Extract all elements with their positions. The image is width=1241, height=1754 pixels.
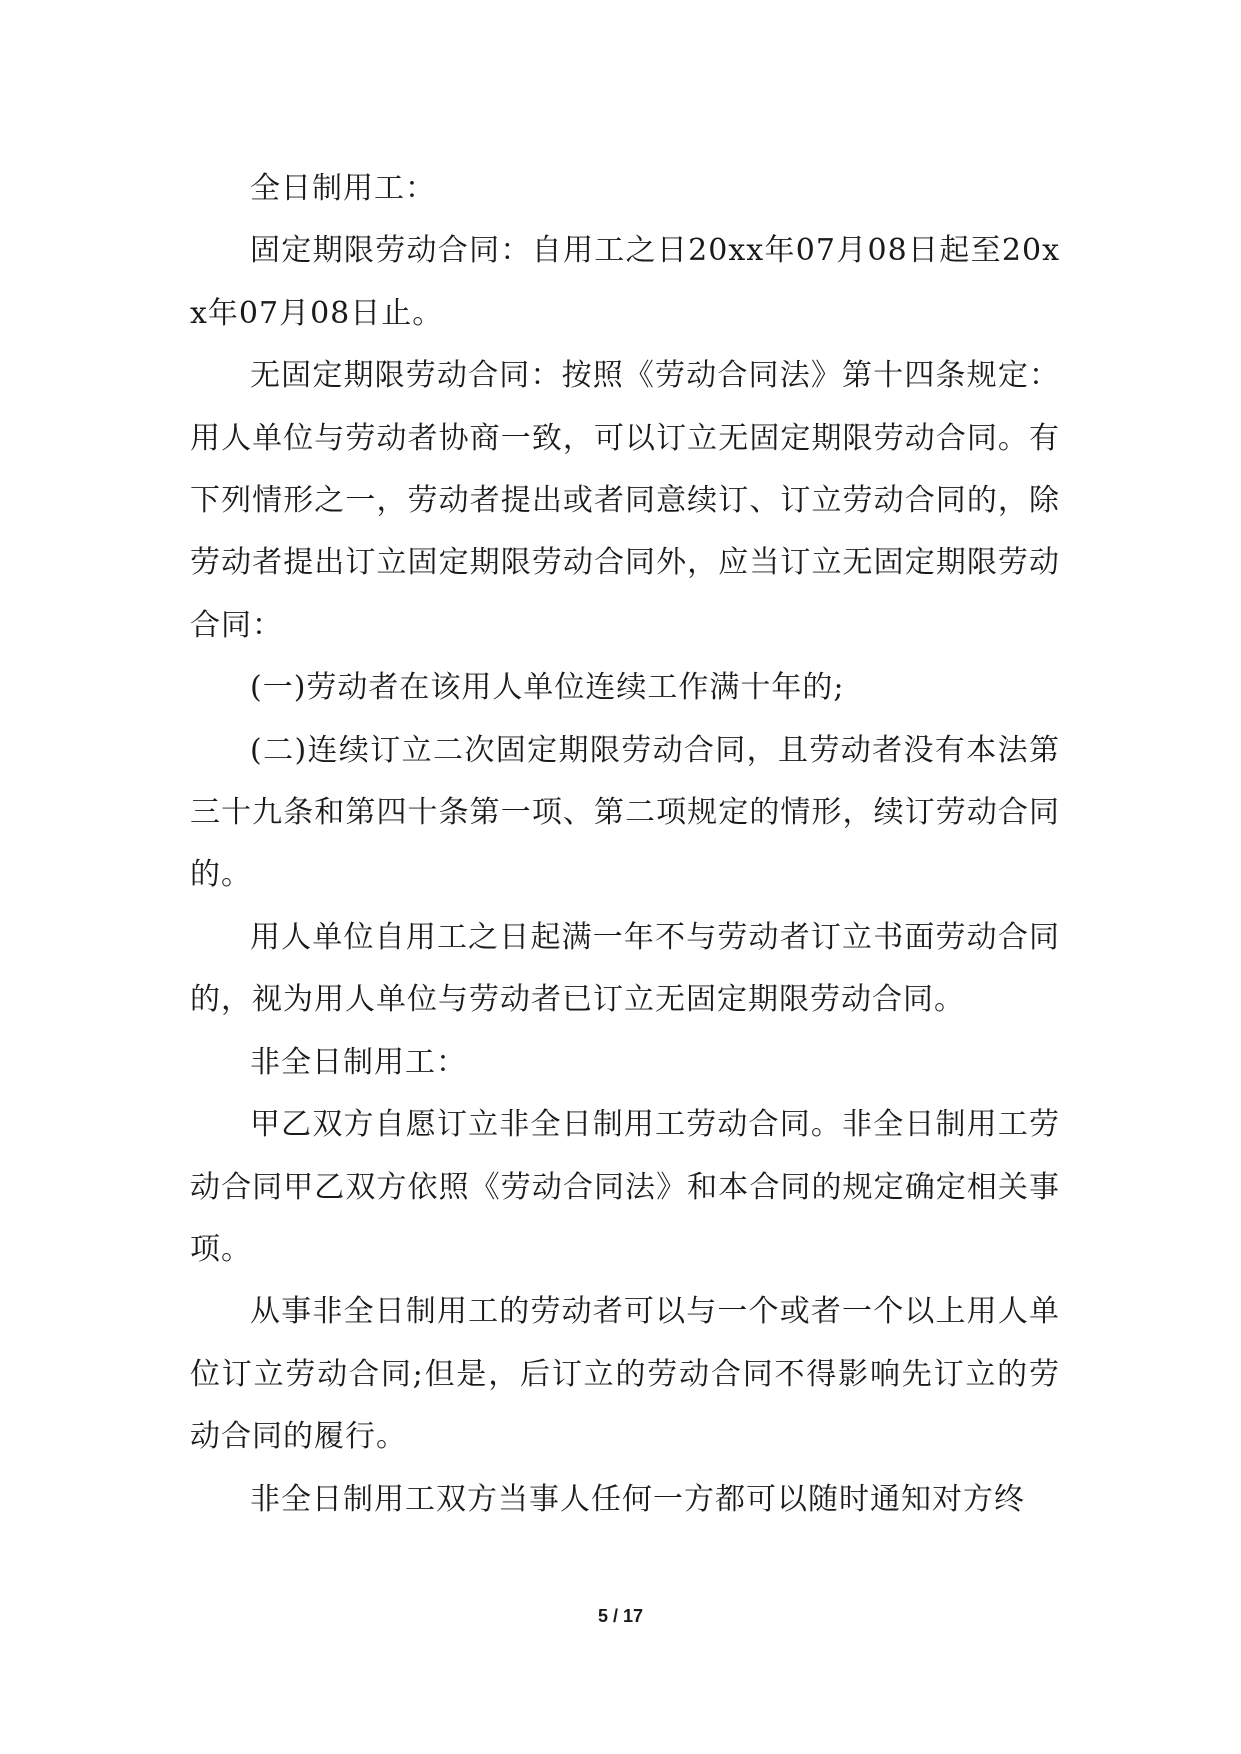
- paragraph-full-time-heading: 全日制用工：: [250, 171, 436, 206]
- paragraph-multiple-employers: 从事非全日制用工的劳动者可以与一个或者一个以上用人单位订立劳动合同;但是，后订立的劳动合同不得影响先订立的劳动合同的履行。: [190, 1294, 1060, 1455]
- paragraph-part-time-agreement: 甲乙双方自愿订立非全日制用工劳动合同。非全日制用工劳动合同甲乙双方依照《劳动合同法》和本合同的规定确定相关事项。: [190, 1107, 1060, 1267]
- paragraph-open-ended-contract: 无固定期限劳动合同：按照《劳动合同法》第十四条规定：用人单位与劳动者协商一致，可以订立无固定期限劳动合同。有下列情形之一，劳动者提出或者同意续订、订立劳动合同的，除劳动者提出订立固定期限劳动合同外，应当订立无固定期限劳动合同：: [190, 358, 1060, 643]
- paragraph-clause-one: (一)劳动者在该用人单位连续工作满十年的;: [250, 670, 845, 706]
- paragraph-termination-notice: 非全日制用工双方当事人任何一方都可以随时通知对方终: [250, 1481, 1025, 1517]
- paragraph-fixed-term-contract: 固定期限劳动合同：自用工之日20xx年07月08日起至20xx年07月08日止。: [190, 233, 1060, 331]
- paragraph-clause-two: (二)连续订立二次固定期限劳动合同，且劳动者没有本法第三十九条和第四十条第一项、第二项规定的情形，续订劳动合同的。: [190, 732, 1060, 893]
- page-number: 5 / 17: [597, 1606, 644, 1626]
- paragraph-no-written-contract: 用人单位自用工之日起满一年不与劳动者订立书面劳动合同的，视为用人单位与劳动者已订立无固定期限劳动合同。: [190, 919, 1060, 1018]
- document-body: [190, 158, 1060, 1531]
- paragraph-part-time-heading: 非全日制用工：: [250, 1044, 467, 1080]
